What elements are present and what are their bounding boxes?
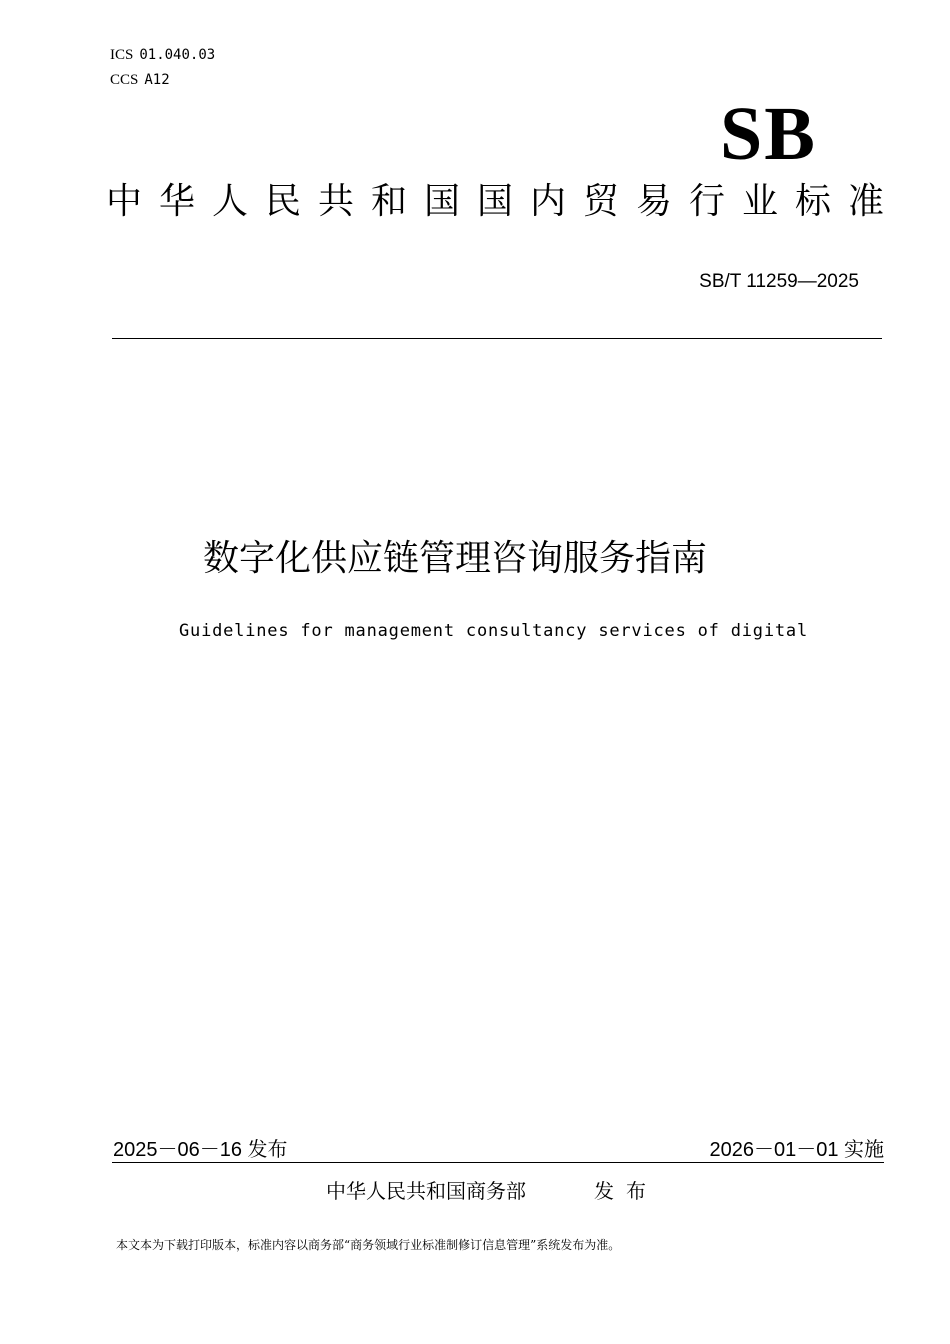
document-title-text: 数字化供应链管理咨询服务指南 [202,538,707,579]
org-title: 中华人民共和国国内贸易行业标准 [106,181,902,222]
ics-code: 01.040.03 [139,47,216,63]
implement-date: 2026－01－01 实施 [709,1139,884,1161]
issue-word: 发布 [594,1179,658,1203]
english-title: Guidelines for management consultancy services of digital [179,621,808,641]
top-divider [112,338,882,339]
publish-date: 2025－06－16 发布 [113,1139,288,1161]
bottom-divider [112,1162,884,1163]
sb-logo-mark: SB [720,92,817,176]
document-title [0,530,950,581]
ccs-line [110,72,170,89]
standard-number: SB/T 11259—2025 [699,271,859,292]
ics-line [110,47,215,64]
issuer: 中华人民共和国商务部 [326,1179,526,1203]
download-note: 本文本为下载打印版本，标准内容以商务部“商务领域行业标准制修订信息管理”系统发布为准。 [116,1238,621,1252]
ics-label: ICS [110,47,134,63]
ccs-label: CCS [110,72,139,88]
ccs-code: A12 [144,72,170,88]
